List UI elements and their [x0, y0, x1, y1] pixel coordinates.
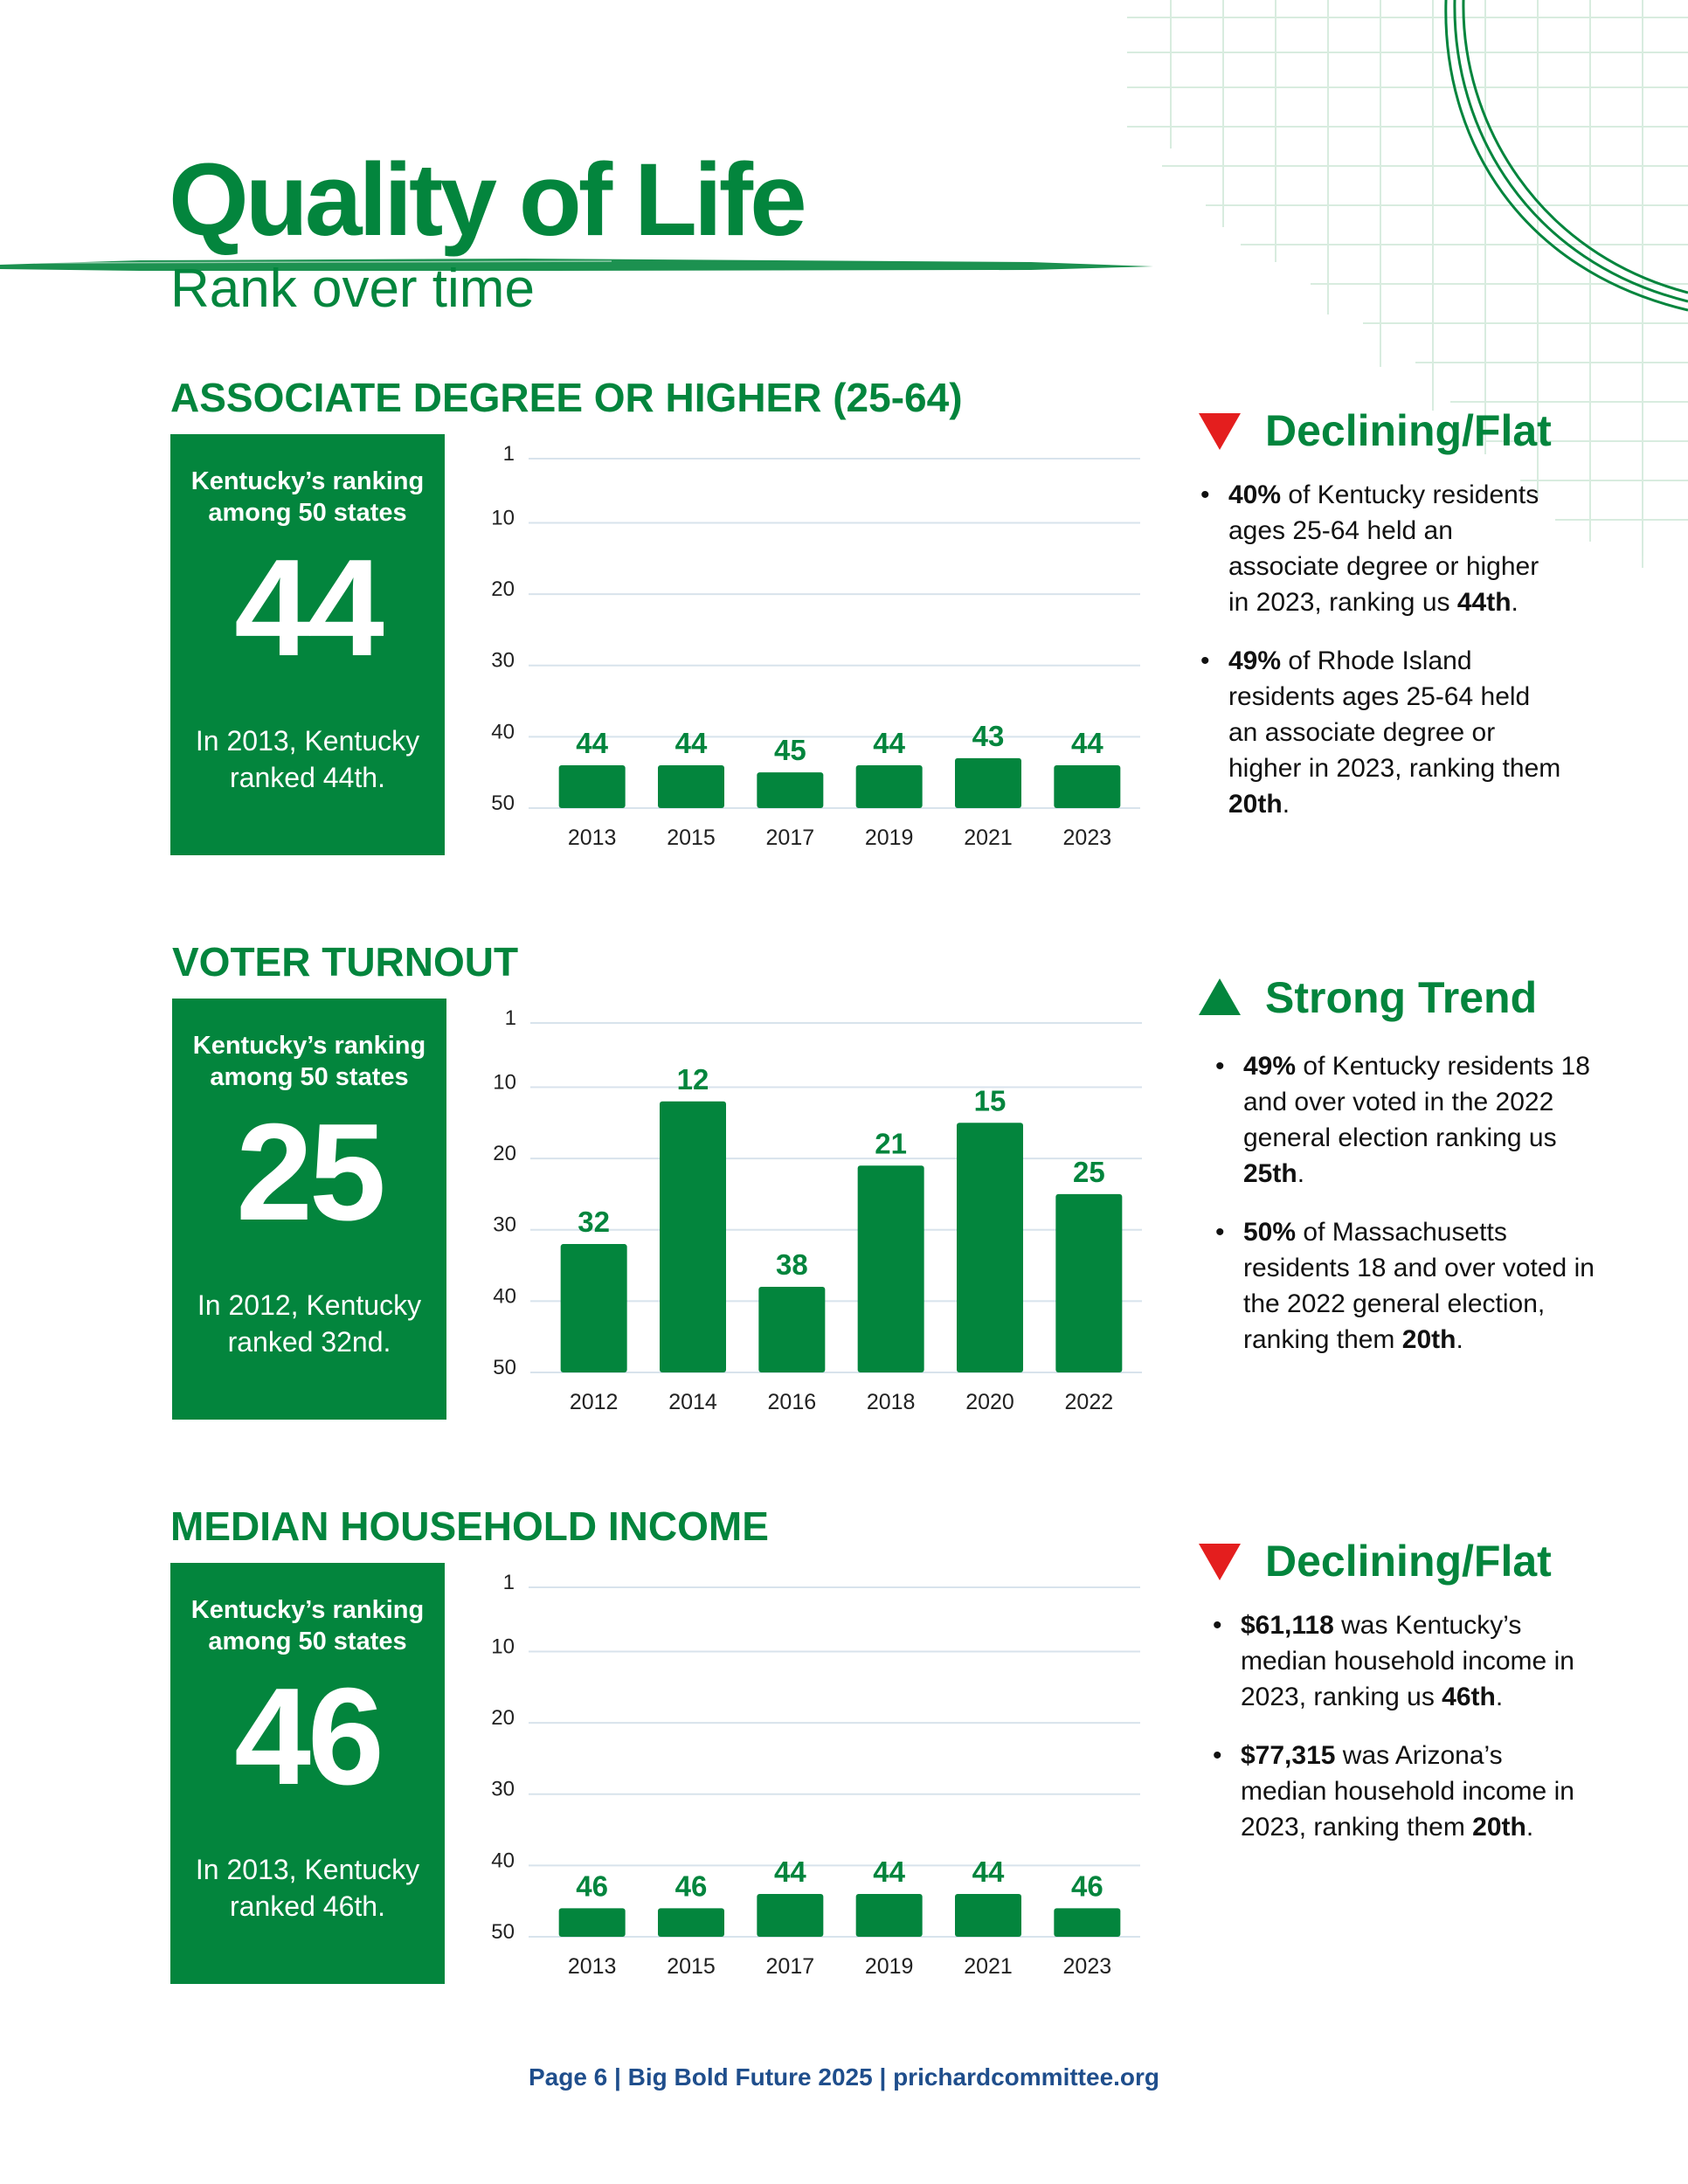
bullet-item: • $61,118 was Kentucky’s median household income in 2023, ranking us 46th.	[1207, 1607, 1583, 1715]
rank-note: In 2013, Kentucky ranked 46th.	[195, 1854, 420, 1922]
x-tick-label: 2023	[1062, 1954, 1112, 1979]
rank-box	[172, 999, 446, 1420]
rank-value: 44	[234, 531, 381, 685]
y-tick-label: 50	[493, 1356, 516, 1379]
bar-value-label: 38	[775, 1248, 808, 1282]
bar	[758, 1287, 825, 1372]
bar-chart	[476, 1565, 1140, 2002]
bar	[660, 1102, 726, 1372]
bar	[757, 772, 823, 808]
section-title: MEDIAN HOUSEHOLD INCOME	[170, 1503, 769, 1549]
x-tick-label: 2019	[864, 826, 914, 850]
y-tick-label: 1	[502, 442, 515, 466]
y-tick-label: 40	[491, 1849, 515, 1873]
bullet-list	[1195, 477, 1562, 845]
bar	[658, 1908, 724, 1937]
bar-value-label: 44	[773, 1856, 806, 1889]
x-tick-label: 2021	[964, 826, 1013, 850]
bar-value-label: 21	[875, 1127, 908, 1160]
bar	[1054, 765, 1120, 808]
bar-value-label: 44	[675, 727, 708, 760]
bar-value-label: 15	[973, 1084, 1007, 1117]
y-tick-label: 40	[491, 720, 515, 744]
bullet-item: • 40% of Kentucky residents ages 25-64 held an associate degree or higher in 2023, ranking us 44th.	[1195, 477, 1562, 620]
bar	[559, 765, 626, 808]
up-triangle-icon	[1199, 978, 1241, 1017]
bar-value-label: 44	[1070, 727, 1103, 760]
bullet-list	[1207, 1607, 1583, 1868]
x-tick-label: 2015	[667, 826, 716, 850]
status-heading	[1199, 1537, 1552, 1586]
x-tick-label: 2018	[866, 1390, 916, 1414]
bar-chart	[476, 437, 1140, 874]
rank-note: In 2013, Kentucky ranked 44th.	[195, 725, 420, 793]
x-tick-label: 2023	[1062, 826, 1112, 850]
bar	[856, 765, 923, 808]
rank-box	[170, 1563, 445, 1984]
bar	[658, 765, 724, 808]
section-title: ASSOCIATE DEGREE OR HIGHER (25-64)	[170, 375, 963, 420]
bar	[757, 1894, 823, 1937]
bullet-item: • 49% of Rhode Island residents ages 25-64 held an associate degree or higher in 2023, ranking them 20th.	[1195, 643, 1562, 822]
section-title: VOTER TURNOUT	[172, 939, 519, 985]
y-tick-label: 30	[493, 1213, 516, 1237]
bar-value-label: 46	[576, 1870, 609, 1903]
y-tick-label: 10	[491, 506, 515, 530]
bar-value-label: 43	[972, 719, 1005, 752]
bar	[955, 758, 1021, 808]
y-tick-label: 40	[493, 1284, 516, 1309]
x-tick-label: 2017	[765, 826, 815, 850]
x-tick-label: 2015	[667, 1954, 716, 1979]
down-triangle-icon	[1199, 1540, 1241, 1582]
status-label: Strong Trend	[1265, 973, 1538, 1022]
bullet-list	[1210, 1048, 1612, 1380]
y-tick-label: 20	[493, 1142, 516, 1166]
y-tick-label: 30	[491, 648, 515, 673]
y-tick-label: 20	[491, 577, 515, 602]
y-tick-label: 1	[502, 1571, 515, 1594]
down-triangle-icon	[1199, 410, 1241, 452]
rank-box	[170, 434, 445, 855]
rank-label: Kentucky’s ranking among 50 states	[190, 467, 425, 527]
x-tick-label: 2013	[567, 1954, 617, 1979]
bar	[957, 1123, 1023, 1372]
bar	[559, 1908, 626, 1937]
x-tick-label: 2012	[569, 1390, 619, 1414]
bullet-item: • $77,315 was Arizona’s median household income in 2023, ranking them 20th.	[1207, 1738, 1583, 1845]
status-label: Declining/Flat	[1265, 1537, 1552, 1586]
bullet-item: • 50% of Massachusetts residents 18 and over voted in the 2022 general election, ranking them 20th.	[1210, 1214, 1612, 1358]
bar	[955, 1894, 1021, 1937]
y-tick-label: 30	[491, 1777, 515, 1801]
rank-value: 25	[236, 1095, 383, 1249]
x-tick-label: 2019	[864, 1954, 914, 1979]
x-tick-label: 2013	[567, 826, 617, 850]
page-title: Quality of Life	[169, 142, 804, 258]
y-tick-label: 10	[493, 1070, 516, 1095]
rank-label: Kentucky’s ranking among 50 states	[192, 1032, 426, 1091]
x-tick-label: 2021	[964, 1954, 1013, 1979]
page-footer: Page 6 | Big Bold Future 2025 | prichardcommittee.org	[528, 2063, 1160, 2091]
y-tick-label: 50	[491, 1920, 515, 1944]
x-tick-label: 2016	[767, 1390, 817, 1414]
bar	[856, 1894, 923, 1937]
x-tick-label: 2014	[668, 1390, 717, 1414]
bar-value-label: 44	[972, 1856, 1005, 1889]
bar	[1054, 1908, 1120, 1937]
y-tick-label: 10	[491, 1635, 515, 1659]
x-tick-label: 2020	[965, 1390, 1014, 1414]
rank-label: Kentucky’s ranking among 50 states	[190, 1596, 425, 1655]
bar-value-label: 44	[576, 727, 609, 760]
decorative-arcs	[1446, 0, 1688, 310]
x-tick-label: 2022	[1064, 1390, 1114, 1414]
bar-value-label: 46	[1070, 1870, 1103, 1903]
bar	[858, 1165, 924, 1372]
bar-value-label: 46	[675, 1870, 708, 1903]
bar-chart	[478, 1001, 1142, 1438]
bar-value-label: 25	[1072, 1155, 1105, 1188]
status-heading	[1199, 406, 1552, 455]
bar-value-label: 44	[873, 727, 906, 760]
bar	[561, 1244, 627, 1372]
rank-note: In 2012, Kentucky ranked 32nd.	[197, 1289, 422, 1358]
y-tick-label: 1	[504, 1006, 516, 1030]
y-tick-label: 20	[491, 1706, 515, 1731]
bar	[1055, 1194, 1122, 1372]
bar-value-label: 45	[773, 734, 806, 767]
bar-value-label: 12	[676, 1062, 709, 1095]
status-label: Declining/Flat	[1265, 406, 1552, 455]
bar-value-label: 32	[578, 1206, 611, 1239]
status-heading	[1199, 973, 1538, 1022]
x-tick-label: 2017	[765, 1954, 815, 1979]
page-subtitle: Rank over time	[170, 259, 535, 319]
y-tick-label: 50	[491, 791, 515, 815]
bar-value-label: 44	[873, 1856, 906, 1889]
rank-value: 46	[234, 1660, 381, 1814]
bullet-item: • 49% of Kentucky residents 18 and over voted in the 2022 general election ranking us 25th.	[1210, 1048, 1612, 1192]
